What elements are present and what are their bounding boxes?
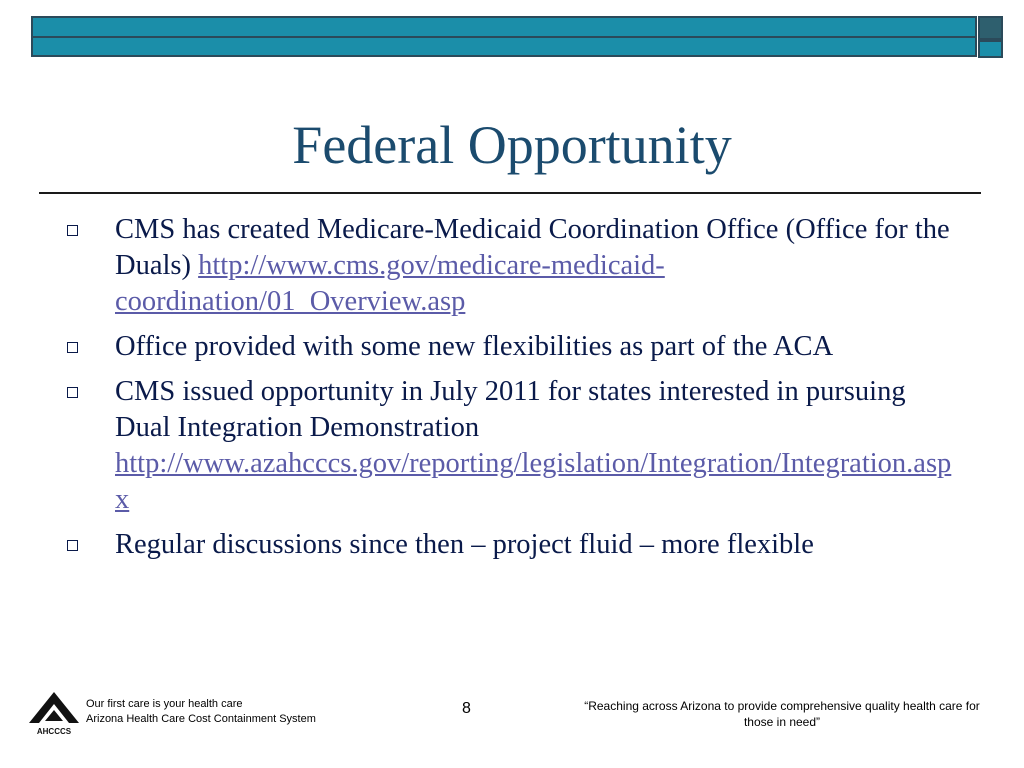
- bullet-list: [67, 212, 957, 572]
- bullet-item: [67, 212, 957, 320]
- header-banner-square-top: [978, 16, 1003, 40]
- footer-tagline-line1: Our first care is your health care: [86, 698, 243, 710]
- cms-duals-office-link[interactable]: http://www.cms.gov/medicare-medicaid-coordination/01_Overview.asp: [115, 250, 665, 317]
- square-bullet-icon: [67, 540, 78, 551]
- bullet-item: [67, 527, 957, 563]
- bullet-text: Office provided with some new flexibilities as part of the ACA: [115, 331, 834, 362]
- square-bullet-icon: [67, 387, 78, 398]
- bullet-text: Regular discussions since then – project fluid – more flexible: [115, 529, 814, 560]
- bullet-text: CMS issued opportunity in July 2011 for states interested in pursuing Dual Integration Demonstration: [115, 376, 906, 443]
- bullet-item: [67, 374, 957, 518]
- slide-title: Federal Opportunity: [292, 115, 732, 175]
- square-bullet-icon: [67, 342, 78, 353]
- header-banner-square-bottom: [978, 40, 1003, 58]
- title-divider: [39, 192, 981, 194]
- azahcccs-integration-link[interactable]: http://www.azahcccs.gov/reporting/legislation/Integration/Integration.aspx: [115, 448, 952, 515]
- square-bullet-icon: [67, 225, 78, 236]
- logo-text: AHCCCS: [36, 727, 72, 736]
- footer-tagline-line2: Arizona Health Care Cost Containment System: [86, 713, 316, 725]
- bullet-text: CMS has created Medicare-Medicaid Coordination Office (Office for the Duals): [115, 214, 950, 281]
- bullet-item: [67, 329, 957, 365]
- footer-mission-quote: “Reaching across Arizona to provide comprehensive quality health care for those in need”: [584, 699, 980, 729]
- footer-tagline: [86, 697, 316, 727]
- ahcccs-logo: [27, 690, 81, 736]
- page-number: 8: [462, 700, 471, 717]
- header-banner: [31, 16, 977, 57]
